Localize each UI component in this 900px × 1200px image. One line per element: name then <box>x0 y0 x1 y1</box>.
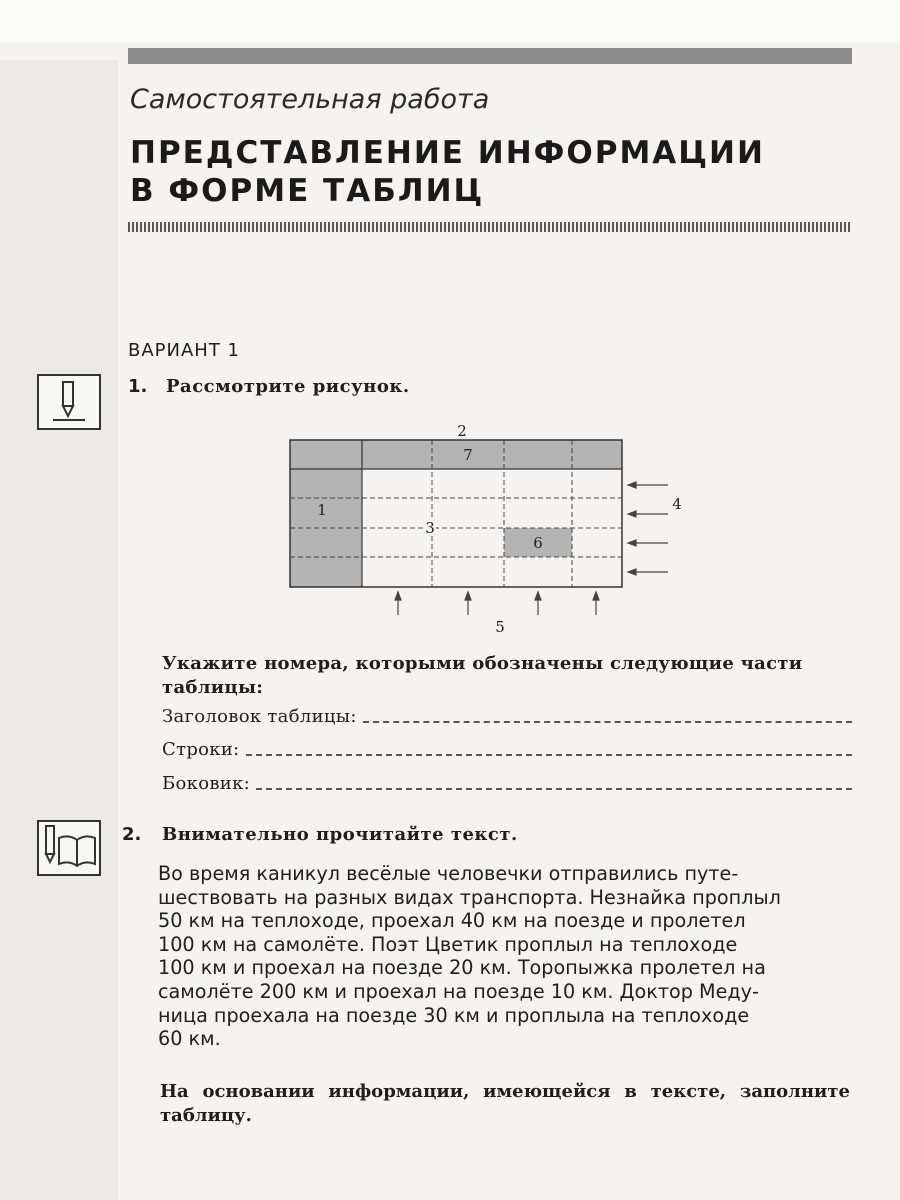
field-label-header: Заголовок таблицы: <box>162 706 357 727</box>
paragraph-line: шествовать на разных видах транспорта. Незнайка проплыл <box>158 885 781 909</box>
paragraph-line: ница проехала на поезде 30 км и проплыла на теплоходе <box>158 1003 750 1027</box>
diagram-label-3: 3 <box>425 519 435 537</box>
task-1-number: 1. <box>128 376 148 397</box>
table-parts-diagram <box>230 410 700 635</box>
header-bar <box>128 48 852 64</box>
page-top-strip <box>0 0 900 42</box>
section-subtitle: Самостоятельная работа <box>130 84 490 115</box>
paragraph-line: 50 км на теплоходе, проехал 40 км на поезде и пролетел <box>158 909 746 933</box>
pencil-book-icon <box>37 820 101 876</box>
diagram-label-7: 7 <box>463 446 473 464</box>
task-1-instruction: Укажите номера, которыми обозначены следующие части таблицы: <box>162 653 803 698</box>
paragraph-line: 100 км и проехал на поезде 20 км. Торопыжка пролетел на <box>158 956 766 980</box>
row-arrows <box>628 482 668 575</box>
page-title <box>130 134 765 210</box>
title-line-2: В ФОРМЕ ТАБЛИЦ <box>130 173 485 209</box>
answer-line-stub[interactable] <box>256 774 852 790</box>
paragraph-line: 100 км на самолёте. Поэт Цветик проплыл на теплоходе <box>158 932 738 956</box>
field-label-stub: Боковик: <box>162 773 250 794</box>
story-paragraph <box>158 862 848 1051</box>
answer-field-header[interactable] <box>162 706 852 727</box>
answer-line-rows[interactable] <box>246 740 852 756</box>
diagram-label-5: 5 <box>495 618 505 635</box>
diagram-label-6: 6 <box>533 534 543 552</box>
task-2-final-instruction: На основании информации, имеющейся в тексте, заполните таблицу. <box>160 1081 850 1126</box>
diagram-label-2: 2 <box>457 422 467 440</box>
answer-field-rows[interactable] <box>162 739 852 760</box>
answer-field-stub[interactable] <box>162 773 852 794</box>
variant-heading: ВАРИАНТ 1 <box>128 340 240 361</box>
left-margin-shade <box>0 60 118 1200</box>
diagram-label-1: 1 <box>317 501 327 519</box>
paragraph-line: самолёте 200 км и проехал на поезде 10 км. Доктор Меду- <box>158 979 759 1003</box>
field-label-rows: Строки: <box>162 739 240 760</box>
pencil-icon <box>37 374 101 430</box>
task-2-number: 2. <box>122 824 142 845</box>
task-1-text: Рассмотрите рисунок. <box>166 376 410 397</box>
task-2-text: Внимательно прочитайте текст. <box>162 824 518 845</box>
hatched-divider <box>128 222 852 232</box>
header-row <box>362 440 622 469</box>
title-line-1: ПРЕДСТАВЛЕНИЕ ИНФОРМАЦИИ <box>130 135 765 171</box>
answer-line-header[interactable] <box>363 707 852 723</box>
paragraph-line: Во время каникул весёлые человечки отправились путе- <box>158 862 739 885</box>
paragraph-line: 60 км. <box>158 1027 221 1051</box>
column-arrows <box>395 592 599 615</box>
diagram-label-4: 4 <box>672 495 682 513</box>
